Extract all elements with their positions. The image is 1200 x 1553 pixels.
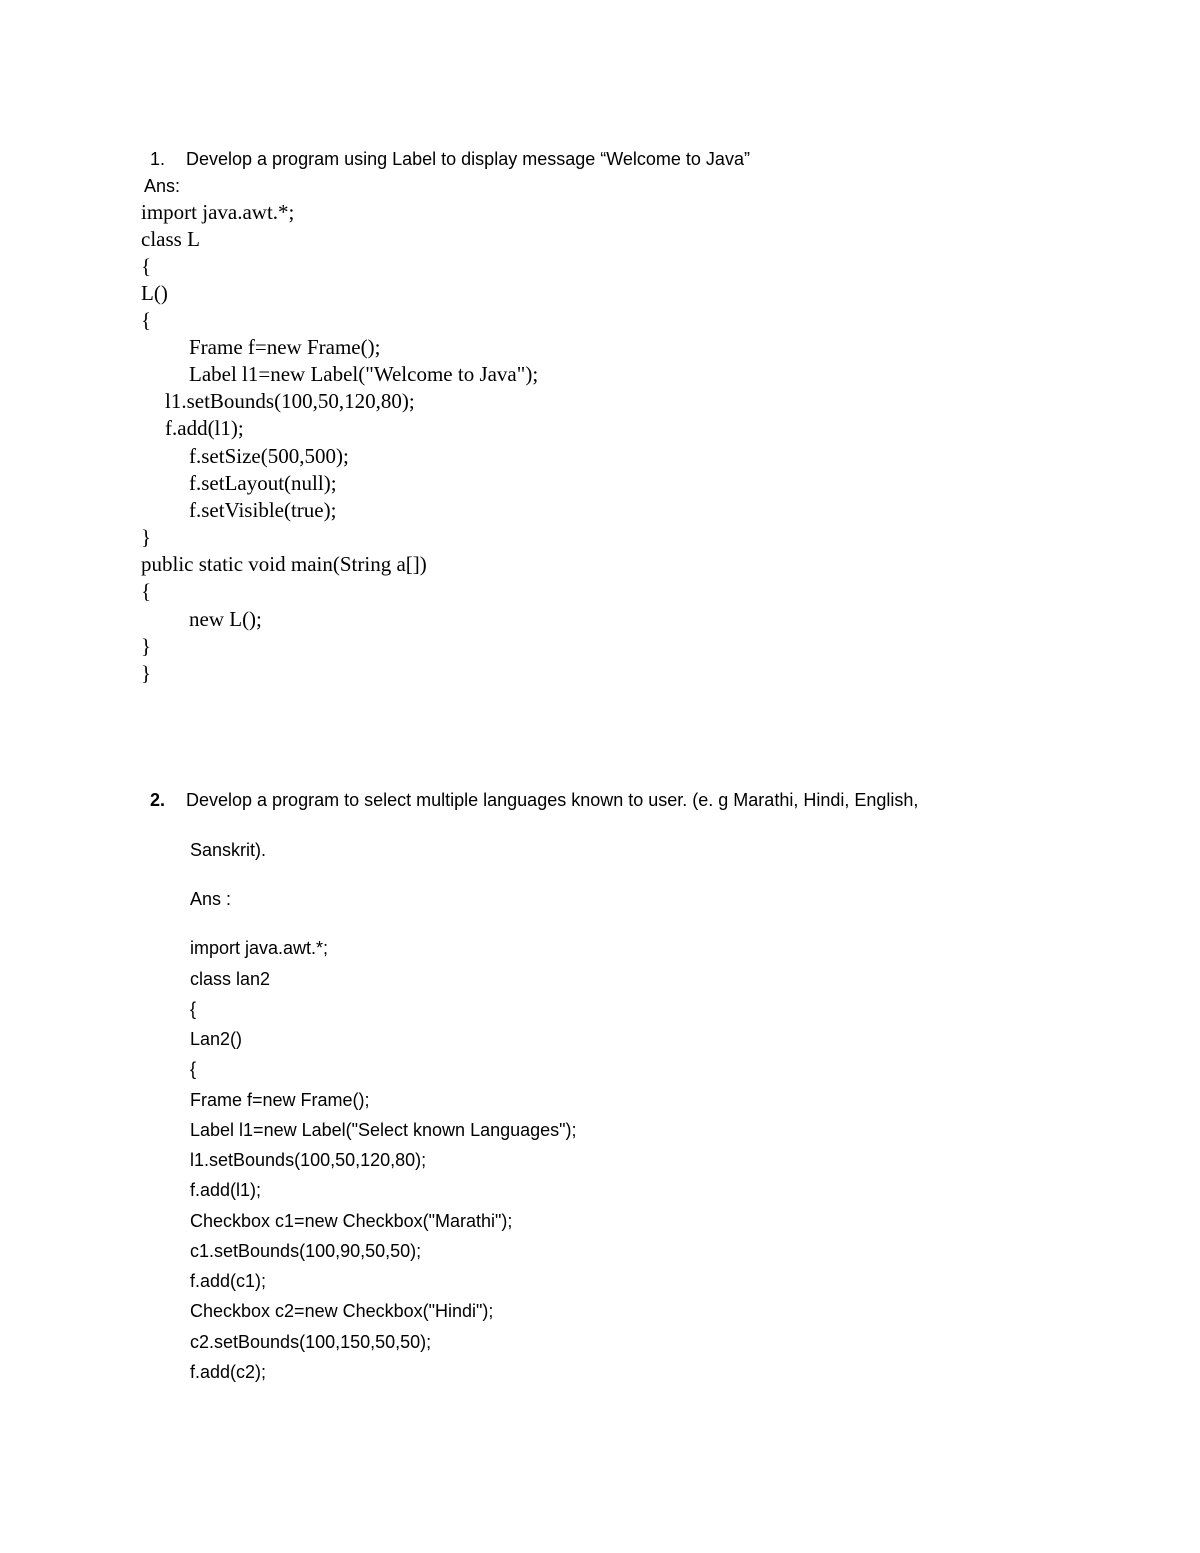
question-2-number: 2. [150,790,166,810]
code-line: } [141,525,152,549]
code-line: { [141,579,152,603]
code-line: { [190,1059,197,1079]
question-1-prompt: Develop a program using Label to display message “Welcome to Java” [186,149,750,169]
code-line: public static void main(String a[]) [141,552,427,576]
code-line: L() [141,281,168,305]
code-line: l1.setBounds(100,50,120,80); [190,1150,427,1170]
code-line: Frame f=new Frame(); [190,1090,370,1110]
code-line: c2.setBounds(100,150,50,50); [190,1332,432,1352]
code-line: f.setVisible(true); [189,498,337,522]
code-line: class L [141,227,200,251]
question-1-answer-label: Ans: [144,176,181,196]
code-line: import java.awt.*; [190,938,329,958]
code-line: l1.setBounds(100,50,120,80); [165,389,415,413]
code-line: f.setLayout(null); [189,471,337,495]
code-line: f.add(c2); [190,1362,267,1382]
code-line: Checkbox c1=new Checkbox("Marathi"); [190,1211,513,1231]
code-line: Checkbox c2=new Checkbox("Hindi"); [190,1301,494,1321]
code-line: } [141,661,152,685]
code-line: Label l1=new Label("Welcome to Java"); [189,362,539,386]
code-line: f.setSize(500,500); [189,444,349,468]
code-line: Label l1=new Label("Select known Languages"); [190,1120,577,1140]
question-1-number: 1. [150,149,166,169]
question-2-answer-label: Ans : [190,889,232,909]
code-line: { [141,308,152,332]
code-line: class lan2 [190,969,271,989]
code-line: Frame f=new Frame(); [189,335,381,359]
code-line: } [141,634,152,658]
code-line: c1.setBounds(100,90,50,50); [190,1241,422,1261]
code-line: f.add(l1); [165,416,244,440]
code-line: f.add(c1); [190,1271,267,1291]
code-line: Lan2() [190,1029,243,1049]
code-line: new L(); [189,607,262,631]
code-line: { [190,999,197,1019]
code-line: f.add(l1); [190,1180,262,1200]
question-2-prompt-line-2: Sanskrit). [190,840,267,860]
question-2-prompt-line-1: Develop a program to select multiple languages known to user. (e. g Marathi, Hindi, English, [186,790,919,810]
code-line: { [141,254,152,278]
code-line: import java.awt.*; [141,200,295,224]
